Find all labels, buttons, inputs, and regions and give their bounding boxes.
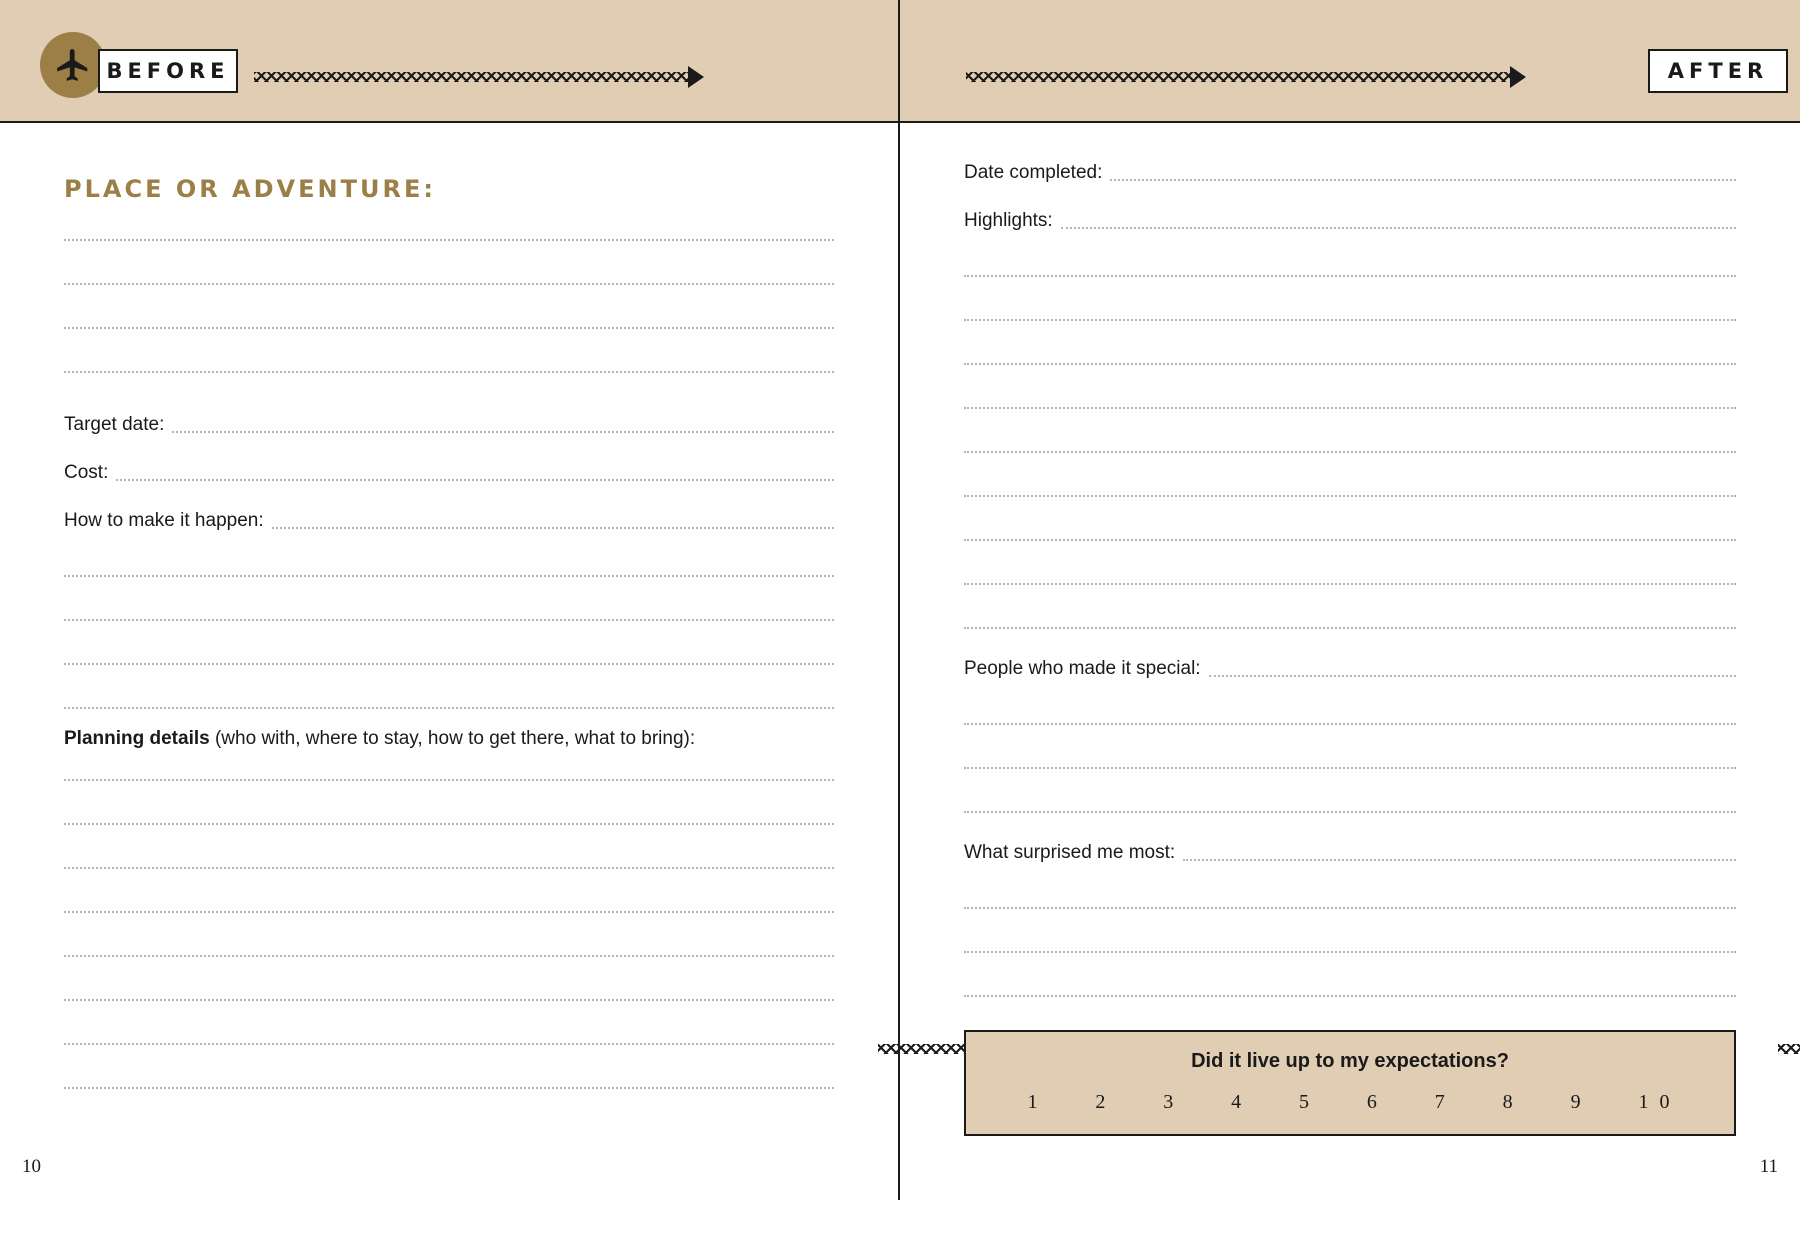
place-blank-lines[interactable] [64,239,834,373]
writing-line[interactable] [64,575,834,577]
rating-question: Did it live up to my expectations? [1191,1050,1509,1072]
highlights-input[interactable] [1061,227,1736,229]
writing-line[interactable] [964,319,1736,321]
surprised-input[interactable] [1183,859,1736,861]
writing-line[interactable] [64,327,834,329]
planning-details-label-bold: Planning details [64,728,210,749]
surprised-lines[interactable] [964,907,1736,997]
left-header-band [0,0,898,123]
writing-line[interactable] [964,811,1736,813]
writing-line[interactable] [964,363,1736,365]
right-header-band [900,0,1800,123]
writing-line[interactable] [64,823,834,825]
writing-line[interactable] [964,995,1736,997]
how-to-make-it-happen-label: How to make it happen: [64,510,264,531]
zigzag-rule [966,72,1511,82]
rating-option-4[interactable]: 4 [1231,1091,1245,1113]
right-page [900,0,1800,1200]
writing-line[interactable] [64,867,834,869]
zigzag-rule [254,72,689,82]
rating-option-1[interactable]: 1 [1027,1091,1041,1113]
people-special-field[interactable] [964,659,1736,681]
how-to-extra-lines[interactable] [64,575,834,709]
cost-field[interactable] [64,463,834,485]
target-date-field[interactable] [64,415,834,437]
highlights-lines[interactable] [964,275,1736,629]
airplane-icon [40,32,106,98]
writing-line[interactable] [964,951,1736,953]
before-label: BEFORE [106,59,230,83]
writing-line[interactable] [964,907,1736,909]
page-number-right: 11 [1759,1156,1778,1177]
target-date-input[interactable] [172,431,834,433]
rating-box [964,1030,1736,1136]
page-number-left: 10 [22,1156,41,1177]
planning-details-label-rest: (who with, where to stay, how to get there, what to bring): [209,728,696,749]
writing-line[interactable] [964,495,1736,497]
how-to-make-it-happen-input[interactable] [272,527,834,529]
writing-line[interactable] [964,767,1736,769]
highlights-label: Highlights: [964,210,1053,231]
rating-option-6[interactable]: 6 [1366,1091,1380,1113]
left-arrow-rule [254,71,704,83]
people-special-input[interactable] [1209,675,1736,677]
rating-option-5[interactable]: 5 [1299,1091,1312,1113]
writing-line[interactable] [64,1043,834,1045]
arrow-tip-icon [688,66,704,88]
date-completed-label: Date completed: [964,162,1103,183]
planning-details-lines[interactable] [64,779,834,1089]
how-to-make-it-happen-field[interactable] [64,511,834,533]
cost-input[interactable] [116,479,834,481]
writing-line[interactable] [64,239,834,241]
surprised-field[interactable] [964,843,1736,865]
writing-line[interactable] [64,283,834,285]
rating-zigzag-right [1778,1044,1800,1054]
cost-label: Cost: [64,462,109,483]
rating-zigzag-left [878,1044,964,1054]
writing-line[interactable] [64,619,834,621]
writing-line[interactable] [64,663,834,665]
writing-line[interactable] [964,723,1736,725]
writing-line[interactable] [964,275,1736,277]
date-completed-input[interactable] [1110,179,1736,181]
planning-details-label [64,729,695,751]
rating-option-2[interactable]: 2 [1095,1091,1109,1113]
after-label-box [1648,49,1788,93]
writing-line[interactable] [64,779,834,781]
writing-line[interactable] [964,583,1736,585]
after-label: AFTER [1667,59,1769,83]
before-label-box [98,49,238,93]
writing-line[interactable] [64,371,834,373]
writing-line[interactable] [64,1087,834,1089]
writing-line[interactable] [64,911,834,913]
writing-line[interactable] [964,627,1736,629]
left-page [0,0,900,1200]
right-page-body [900,123,1800,1200]
date-completed-field[interactable] [964,163,1736,185]
left-page-body [0,175,898,1252]
writing-line[interactable] [964,407,1736,409]
arrow-tip-icon [1510,66,1526,88]
writing-line[interactable] [64,999,834,1001]
rating-option-8[interactable]: 8 [1502,1091,1516,1113]
people-special-label: People who made it special: [964,658,1201,679]
planning-details-label-row [64,729,834,751]
highlights-field[interactable] [964,211,1736,233]
header-divider [0,121,898,123]
right-arrow-rule [966,71,1526,83]
writing-line[interactable] [64,707,834,709]
rating-option-9[interactable]: 9 [1570,1091,1584,1113]
target-date-label: Target date: [64,414,165,435]
surprised-label: What surprised me most: [964,842,1176,863]
rating-option-10[interactable]: 1 0 [1638,1091,1673,1113]
rating-option-7[interactable]: 7 [1434,1091,1448,1113]
writing-line[interactable] [964,451,1736,453]
writing-line[interactable] [64,955,834,957]
writing-line[interactable] [964,539,1736,541]
people-special-lines[interactable] [964,723,1736,813]
rating-scale[interactable] [966,1091,1734,1114]
page-title: PLACE OR ADVENTURE: [64,175,436,203]
rating-option-3[interactable]: 3 [1163,1091,1177,1113]
